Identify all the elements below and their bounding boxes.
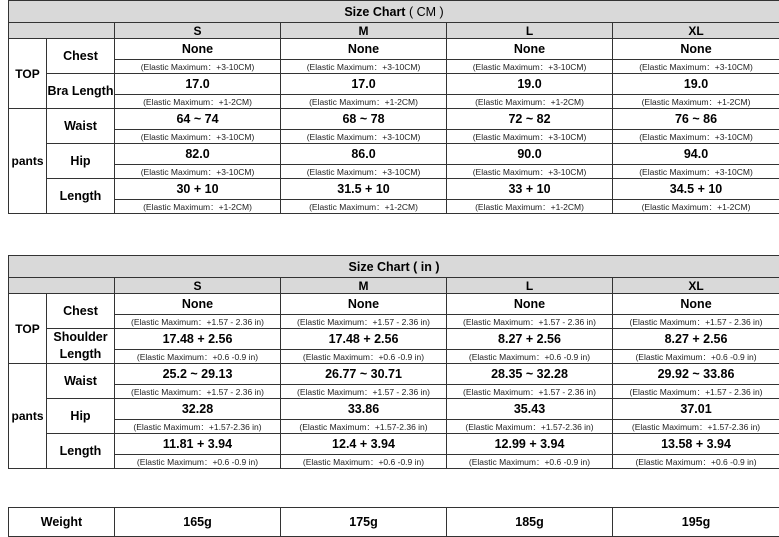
- note-cell: (Elastic Maximum：+1.57 - 2.36 in): [281, 315, 447, 329]
- size-header-xl: XL: [613, 23, 779, 39]
- table-row: [9, 144, 779, 165]
- note-cell: (Elastic Maximum：+1.57 - 2.36 in): [281, 385, 447, 399]
- value-cell: None: [613, 294, 779, 315]
- weight-table: [8, 507, 779, 537]
- note-cell: (Elastic Maximum：+1.57-2.36 in): [613, 420, 779, 434]
- value-cell: 13.58 + 3.94: [613, 434, 779, 455]
- note-cell: (Elastic Maximum：+3-10CM): [613, 130, 779, 144]
- value-cell: 34.5 + 10: [613, 179, 779, 200]
- size-header-row: [9, 23, 779, 39]
- size-header-l: L: [447, 23, 613, 39]
- note-cell: (Elastic Maximum：+0.6 -0.9 in): [115, 455, 281, 469]
- size-chart-cm-table: [8, 0, 779, 214]
- row-label-hip: Hip: [47, 144, 115, 179]
- note-cell: (Elastic Maximum：+3-10CM): [447, 60, 613, 74]
- value-cell: 32.28: [115, 399, 281, 420]
- value-cell: 26.77 ~ 30.71: [281, 364, 447, 385]
- table-row: [9, 109, 779, 130]
- note-cell: (Elastic Maximum：+3-10CM): [115, 165, 281, 179]
- note-cell: (Elastic Maximum：+3-10CM): [447, 130, 613, 144]
- value-cell: 11.81 + 3.94: [115, 434, 281, 455]
- note-cell: (Elastic Maximum：+1-2CM): [447, 200, 613, 214]
- weight-value-cell: 195g: [613, 508, 779, 537]
- note-cell: (Elastic Maximum：+3-10CM): [115, 130, 281, 144]
- value-cell: 33.86: [281, 399, 447, 420]
- note-cell: (Elastic Maximum：+3-10CM): [281, 130, 447, 144]
- value-cell: 17.0: [281, 74, 447, 95]
- table-row: [9, 329, 779, 350]
- size-chart-in-table: [8, 255, 779, 469]
- size-header-s: S: [115, 23, 281, 39]
- row-label-length: Length: [47, 179, 115, 214]
- table-row: [9, 434, 779, 455]
- note-cell: (Elastic Maximum：+3-10CM): [447, 165, 613, 179]
- note-cell: (Elastic Maximum：+1.57 - 2.36 in): [115, 385, 281, 399]
- note-cell: (Elastic Maximum：+1-2CM): [447, 95, 613, 109]
- value-cell: 25.2 ~ 29.13: [115, 364, 281, 385]
- table-row: [9, 315, 779, 329]
- group-label-top: TOP: [9, 294, 47, 364]
- table-row: [9, 200, 779, 214]
- value-cell: 12.99 + 3.94: [447, 434, 613, 455]
- value-cell: 12.4 + 3.94: [281, 434, 447, 455]
- value-cell: 31.5 + 10: [281, 179, 447, 200]
- value-cell: None: [281, 39, 447, 60]
- table-row: [9, 350, 779, 364]
- value-cell: 8.27 + 2.56: [447, 329, 613, 350]
- row-label-chest: Chest: [47, 294, 115, 329]
- size-header-xl: XL: [613, 278, 779, 294]
- note-cell: (Elastic Maximum：+3-10CM): [613, 165, 779, 179]
- table-row: [9, 385, 779, 399]
- table-row: [9, 60, 779, 74]
- size-header-m: M: [281, 23, 447, 39]
- value-cell: None: [447, 39, 613, 60]
- row-label-chest: Chest: [47, 39, 115, 74]
- weight-value-cell: 185g: [447, 508, 613, 537]
- note-cell: (Elastic Maximum：+0.6 -0.9 in): [281, 455, 447, 469]
- note-cell: (Elastic Maximum：+1.57 - 2.36 in): [447, 315, 613, 329]
- table-row: [9, 39, 779, 60]
- note-cell: (Elastic Maximum：+1.57 - 2.36 in): [613, 315, 779, 329]
- value-cell: 90.0: [447, 144, 613, 165]
- weight-value-cell: 175g: [281, 508, 447, 537]
- table-row: [9, 420, 779, 434]
- value-cell: 17.48 + 2.56: [281, 329, 447, 350]
- note-cell: (Elastic Maximum：+1-2CM): [115, 200, 281, 214]
- size-header-s: S: [115, 278, 281, 294]
- size-chart-in-title: [9, 256, 779, 278]
- value-cell: None: [115, 294, 281, 315]
- value-cell: 19.0: [447, 74, 613, 95]
- table-row: [9, 508, 779, 537]
- value-cell: 72 ~ 82: [447, 109, 613, 130]
- row-label-hip: Hip: [47, 399, 115, 434]
- note-cell: (Elastic Maximum：+0.6 -0.9 in): [447, 455, 613, 469]
- table-row: [9, 130, 779, 144]
- value-cell: 30 + 10: [115, 179, 281, 200]
- note-cell: (Elastic Maximum：+1-2CM): [613, 95, 779, 109]
- row-label-bra-length: Bra Length: [47, 74, 115, 109]
- row-label-shoulder-length: Shoulder Length: [47, 329, 115, 364]
- row-label-waist: Waist: [47, 364, 115, 399]
- row-label-length: Length: [47, 434, 115, 469]
- note-cell: (Elastic Maximum：+3-10CM): [281, 165, 447, 179]
- note-cell: (Elastic Maximum：+0.6 -0.9 in): [281, 350, 447, 364]
- value-cell: 17.0: [115, 74, 281, 95]
- table-row: [9, 74, 779, 95]
- table-row: [9, 179, 779, 200]
- table-row: [9, 165, 779, 179]
- value-cell: None: [281, 294, 447, 315]
- note-cell: (Elastic Maximum：+1.57-2.36 in): [447, 420, 613, 434]
- size-chart-cm-title: [9, 1, 779, 23]
- note-cell: (Elastic Maximum：+0.6 -0.9 in): [115, 350, 281, 364]
- group-label-pants: pants: [9, 109, 47, 214]
- value-cell: 8.27 + 2.56: [613, 329, 779, 350]
- note-cell: (Elastic Maximum：+1.57-2.36 in): [115, 420, 281, 434]
- weight-value-cell: 165g: [115, 508, 281, 537]
- table-row: [9, 399, 779, 420]
- title-text: Size Chart: [344, 5, 405, 19]
- size-header-l: L: [447, 278, 613, 294]
- note-cell: (Elastic Maximum：+1-2CM): [281, 95, 447, 109]
- value-cell: 19.0: [613, 74, 779, 95]
- value-cell: None: [447, 294, 613, 315]
- header-blank: [9, 23, 115, 39]
- table-row: [9, 364, 779, 385]
- value-cell: 94.0: [613, 144, 779, 165]
- size-header-m: M: [281, 278, 447, 294]
- note-cell: (Elastic Maximum：+0.6 -0.9 in): [613, 350, 779, 364]
- note-cell: (Elastic Maximum：+3-10CM): [613, 60, 779, 74]
- title-unit: ( in ): [413, 260, 439, 274]
- title-text: Size Chart: [349, 260, 410, 274]
- table-row: [9, 455, 779, 469]
- value-cell: None: [115, 39, 281, 60]
- value-cell: 68 ~ 78: [281, 109, 447, 130]
- group-label-pants: pants: [9, 364, 47, 469]
- value-cell: 29.92 ~ 33.86: [613, 364, 779, 385]
- header-blank: [9, 278, 115, 294]
- value-cell: 82.0: [115, 144, 281, 165]
- note-cell: (Elastic Maximum：+1-2CM): [115, 95, 281, 109]
- note-cell: (Elastic Maximum：+1-2CM): [613, 200, 779, 214]
- note-cell: (Elastic Maximum：+1.57 - 2.36 in): [613, 385, 779, 399]
- group-label-top: TOP: [9, 39, 47, 109]
- value-cell: 37.01: [613, 399, 779, 420]
- title-unit: ( CM ): [409, 5, 444, 19]
- note-cell: (Elastic Maximum：+1-2CM): [281, 200, 447, 214]
- size-header-row: [9, 278, 779, 294]
- value-cell: 33 + 10: [447, 179, 613, 200]
- table-row: [9, 95, 779, 109]
- value-cell: 86.0: [281, 144, 447, 165]
- row-label-weight: Weight: [9, 508, 115, 537]
- note-cell: (Elastic Maximum：+1.57-2.36 in): [281, 420, 447, 434]
- table-row: [9, 294, 779, 315]
- value-cell: None: [613, 39, 779, 60]
- value-cell: 64 ~ 74: [115, 109, 281, 130]
- note-cell: (Elastic Maximum：+0.6 -0.9 in): [447, 350, 613, 364]
- note-cell: (Elastic Maximum：+3-10CM): [115, 60, 281, 74]
- value-cell: 17.48 + 2.56: [115, 329, 281, 350]
- note-cell: (Elastic Maximum：+1.57 - 2.36 in): [115, 315, 281, 329]
- note-cell: (Elastic Maximum：+0.6 -0.9 in): [613, 455, 779, 469]
- value-cell: 28.35 ~ 32.28: [447, 364, 613, 385]
- row-label-waist: Waist: [47, 109, 115, 144]
- value-cell: 76 ~ 86: [613, 109, 779, 130]
- note-cell: (Elastic Maximum：+1.57 - 2.36 in): [447, 385, 613, 399]
- note-cell: (Elastic Maximum：+3-10CM): [281, 60, 447, 74]
- value-cell: 35.43: [447, 399, 613, 420]
